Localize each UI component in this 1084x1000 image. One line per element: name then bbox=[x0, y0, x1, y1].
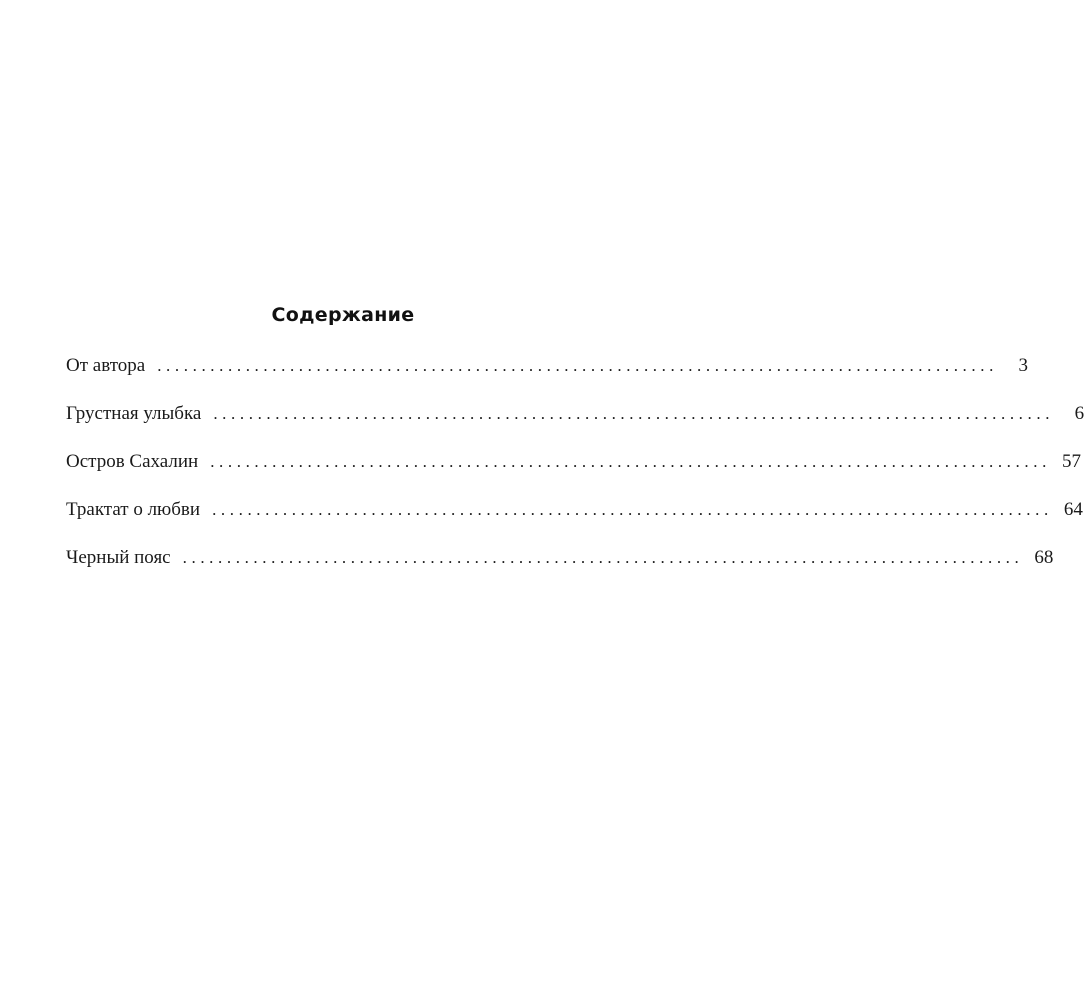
toc-entry bbox=[66, 403, 1084, 451]
page-title: Содержание bbox=[271, 304, 415, 326]
toc-page-number: 6 bbox=[1074, 403, 1084, 424]
toc-entry bbox=[66, 499, 1083, 547]
toc-entry-title: Трактат о любви bbox=[66, 499, 201, 520]
toc-entry bbox=[66, 355, 1028, 403]
toc-page-number: 57 bbox=[1061, 451, 1081, 472]
toc-entry-title: От автора bbox=[66, 355, 146, 376]
dot-leader: ............................................................................................... bbox=[210, 452, 1051, 471]
toc-entry bbox=[66, 451, 1081, 499]
toc-entry bbox=[66, 547, 1054, 595]
toc-entry-title: Остров Сахалин bbox=[66, 451, 199, 472]
dot-leader: ............................................................................................... bbox=[157, 356, 998, 375]
toc-page-number: 3 bbox=[1018, 355, 1028, 376]
toc-page-number: 64 bbox=[1063, 499, 1083, 520]
toc-entry-title: Грустная улыбка bbox=[66, 403, 202, 424]
dot-leader: ............................................................................................... bbox=[182, 548, 1024, 567]
toc-page-number: 68 bbox=[1034, 547, 1054, 568]
dot-leader: ............................................................................................... bbox=[213, 404, 1055, 423]
table-of-contents bbox=[66, 355, 1084, 595]
dot-leader: ............................................................................................... bbox=[212, 500, 1053, 519]
toc-entry-title: Черный пояс bbox=[66, 547, 171, 568]
